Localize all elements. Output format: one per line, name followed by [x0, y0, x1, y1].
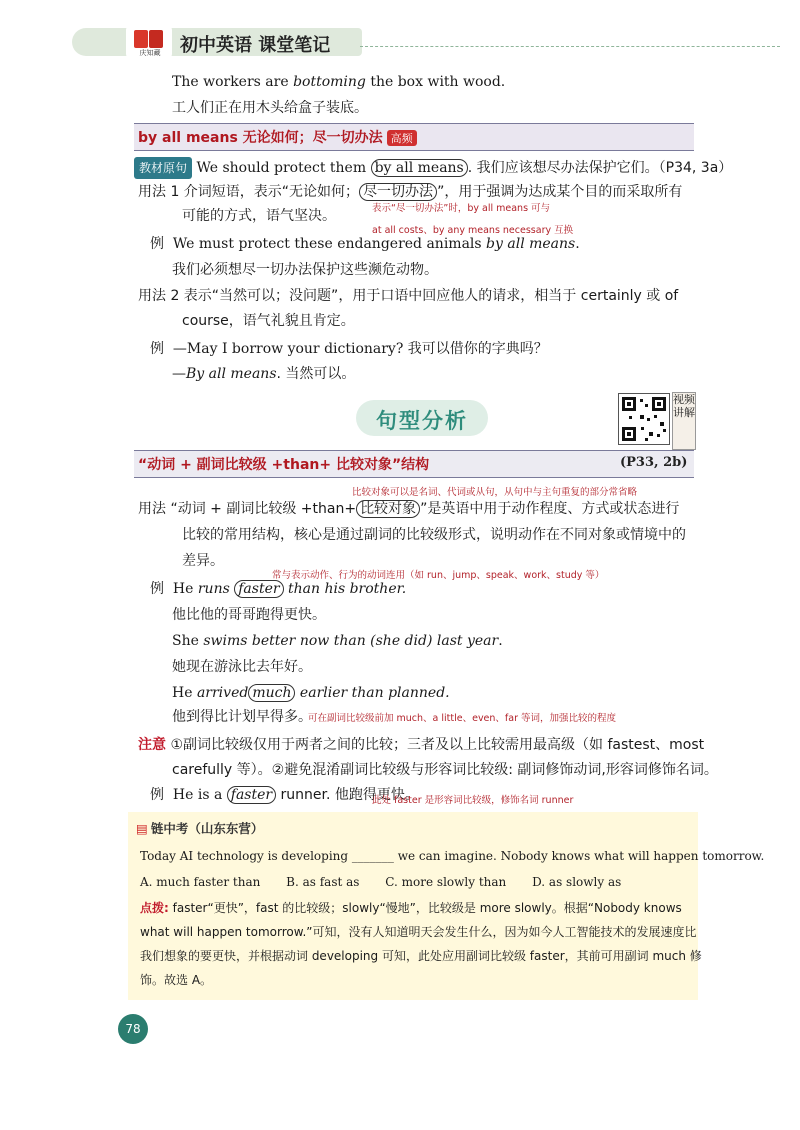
handwritten-note: 比较对象可以是名词、代词或从句，从句中与主句重复的部分常省略 [352, 487, 638, 498]
example-2a: 例 —May I borrow your dictionary? 我可以借你的字典吗？ [150, 341, 548, 357]
usage-2-cont: course，语气礼貌且肯定。 [182, 313, 355, 329]
video-label: 视频讲解 [672, 392, 696, 450]
pattern-example-1-cn: 他比他的哥哥跑得更快。 [172, 607, 326, 623]
top-example-en: The workers are bottoming the box with wood. [172, 74, 506, 90]
handwritten-note: 此处 faster 是形容词比较级，修饰名词 runner [372, 795, 574, 806]
pattern-example-3-cn: 他到得比计划早得多。 [172, 709, 312, 725]
source-sentence: 教材原句 We should protect them by all means . 我们应该想尽办法保护它们。（P34, 3a） [134, 157, 732, 179]
pattern-example-3: He arrived much earlier than planned. [172, 685, 450, 701]
example-1: 例 We must protect these endangered animals by all means. [150, 236, 580, 252]
exam-options [140, 872, 621, 892]
option: D. as slowly as [532, 875, 622, 889]
logo-text: 庆知藏 [139, 49, 161, 57]
handwritten-note: 可在副词比较级前加 much、a little、even、far 等词，加强比较的程度 [308, 713, 617, 724]
tip-line: 点拨: faster“更快”，fast 的比较级；slowly“慢地”，比较级是 more slowly。根据“Nobody knows [140, 901, 682, 915]
option: A. much faster than [140, 875, 261, 889]
usage-1-cont: 可能的方式，语气坚决。 [182, 208, 336, 224]
page-title: 初中英语 课堂笔记 [180, 35, 331, 56]
link-icon: ▤ [136, 821, 148, 836]
exam-question: Today AI technology is developing _______ we can imagine. Nobody knows what will happen tomorrow. [140, 849, 765, 863]
pattern-usage-cont: 比较的常用结构，核心是通过副词的比较级形式，说明动作在不同对象或情境中的 [182, 527, 686, 543]
book-icon [134, 30, 148, 48]
qr-code-icon[interactable] [618, 393, 670, 445]
pattern-example-2-cn: 她现在游泳比去年好。 [172, 659, 312, 675]
pattern-example-2: She swims better now than (she did) last year. [172, 633, 503, 649]
exam-heading: ▤ 链中考（山东东营） [136, 821, 264, 836]
attention-cont: carefully 等）。②避免混淆副词比较级与形容词比较级: 副词修饰动词,形容词修饰名词。 [172, 762, 718, 778]
frequency-badge: 高频 [387, 130, 417, 146]
pattern-example-1: 例 He runs faster than his brother. [150, 581, 407, 597]
option: B. as fast as [286, 875, 360, 889]
header-divider [360, 46, 780, 47]
handwritten-note: 常与表示动作、行为的动词连用（如 run、jump、speak、work、study 等） [272, 570, 605, 581]
example-2b: —By all means. 当然可以。 [172, 366, 356, 382]
page-reference: (P33, 2b) [620, 455, 688, 470]
pattern-usage-cont: 差异。 [182, 553, 224, 569]
tip-line: 我们想象的要更快，并根据动词 developing 可知，此处应用副词比较级 faster，其前可用副词 much 修 [140, 949, 702, 963]
handwritten-note: 表示“尽一切办法”时，by all means 可与 [372, 203, 551, 214]
source-tag: 教材原句 [134, 157, 192, 179]
option: C. more slowly than [385, 875, 507, 889]
attention: 注意 ①副词比较级仅用于两者之间的比较；三者及以上比较需用最高级（如 fastest、most [138, 737, 705, 753]
pattern-usage: 用法 “动词 + 副词比较级 +than+ 比较对象 ”是英语中用于动作程度、方式或状态进行 [138, 501, 680, 517]
tip-line: 饰。故选 A。 [140, 973, 213, 987]
pattern-example-4: 例 He is a faster runner. 他跑得更快。 [150, 787, 419, 803]
top-example-cn: 工人们正在用木头给盒子装底。 [172, 100, 368, 116]
section-title: by all means 无论如何；尽一切办法 高频 [138, 127, 417, 147]
example-1-cn: 我们必须想尽一切办法保护这些濒危动物。 [172, 262, 438, 278]
page-number: 78 [118, 1014, 148, 1044]
usage-1: 用法 1 介词短语，表示“无论如何； 尽一切办法 ”，用于强调为达成某个目的而采取所有 [138, 184, 683, 200]
tip-line: what will happen tomorrow.”可知，没有人知道明天会发生什么，因为如今人工智能技术的发展速度比 [140, 925, 697, 939]
handwritten-note: at all costs、by any means necessary 互换 [372, 225, 574, 236]
usage-2: 用法 2 表示“当然可以；没问题”，用于口语中回应他人的请求，相当于 certainly 或 of [138, 288, 679, 304]
section-heading: 句型分析 [376, 409, 468, 433]
section-title: “动词 + 副词比较级 +than+ 比较对象”结构 [138, 457, 430, 473]
book-icon [149, 30, 163, 48]
